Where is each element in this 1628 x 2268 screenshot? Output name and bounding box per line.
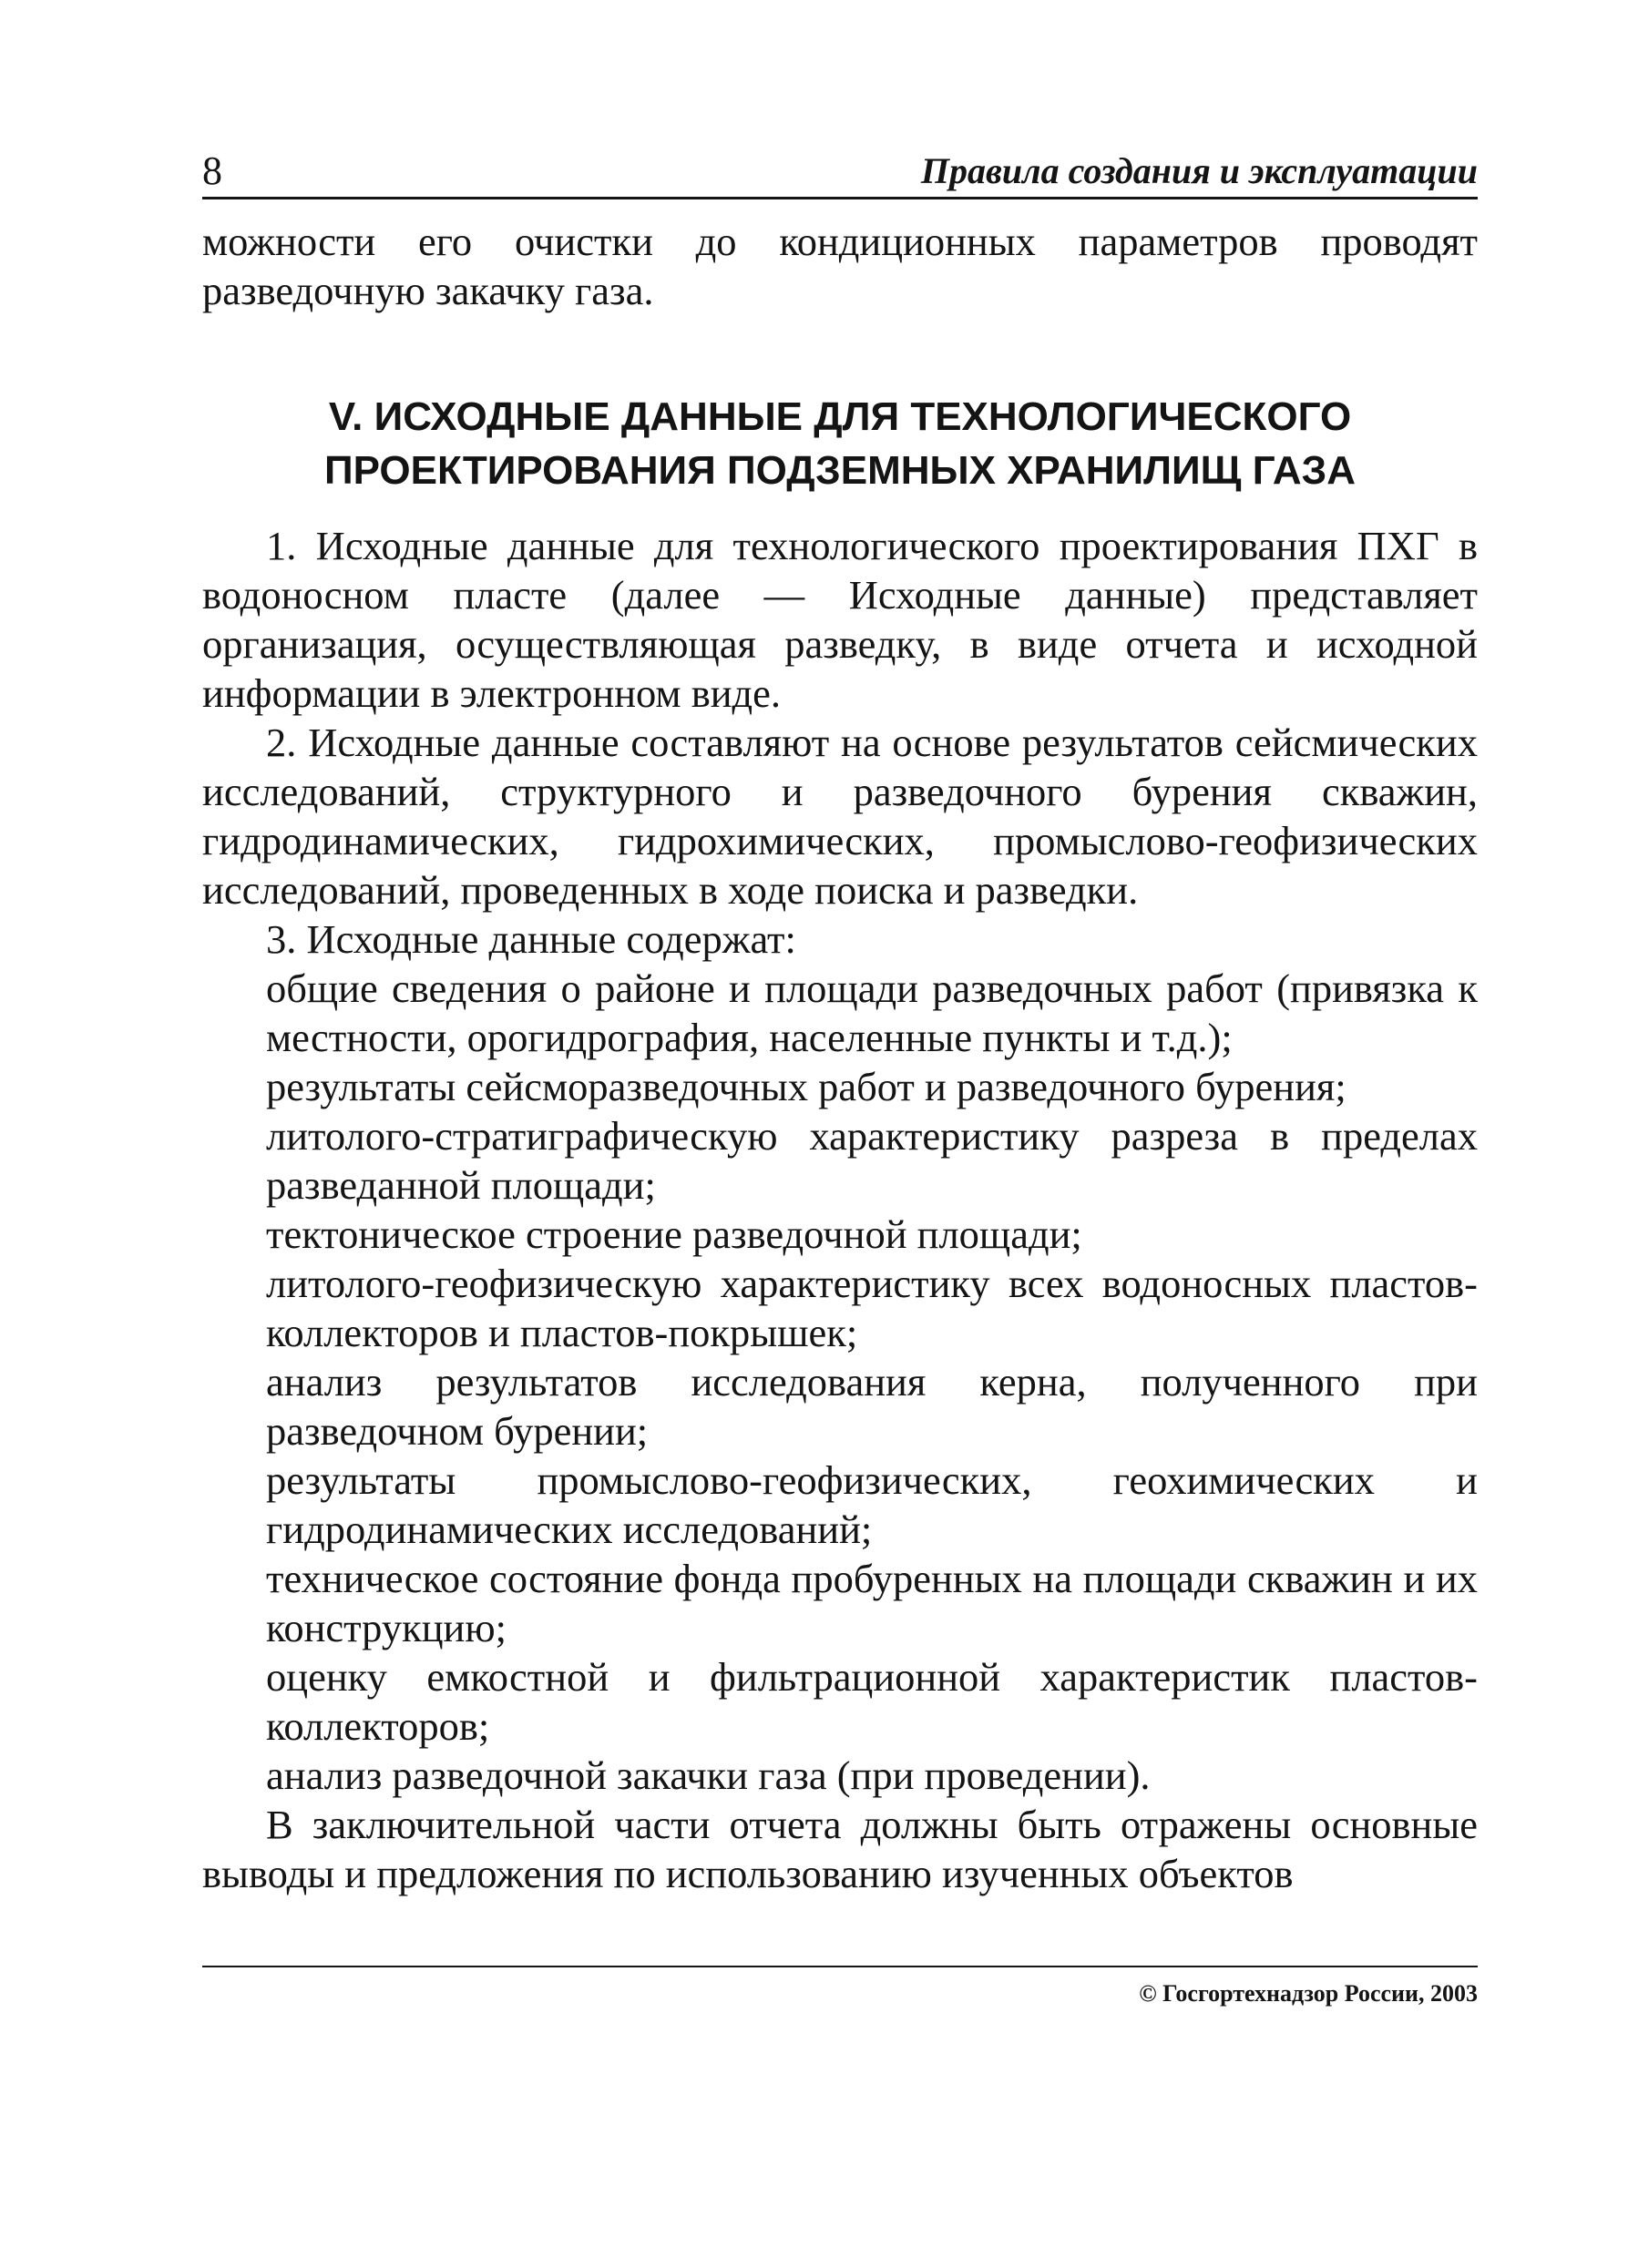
page-header [202,146,1478,197]
section-heading-line-2: ПРОЕКТИРОВАНИЯ ПОДЗЕМНЫХ ХРАНИЛИЩ ГАЗА [323,448,1356,493]
section-heading [202,390,1478,497]
list-item: оценку емкостной и фильтрационной характеристик пластов-коллекторов; [266,1654,1478,1749]
intro-paragraph: можности его очистки до кондиционных параметров проводят разведочную закачку газа. [202,219,1478,313]
list-item: литолого-геофизическую характеристику всех водоносных пластов-коллекторов и пластов-покрышек; [266,1261,1478,1355]
closing-paragraph: В заключительной части отчета должны быть отражены основные выводы и предложения по использованию изученных объектов [202,1802,1478,1896]
contents-list [202,964,1478,1800]
list-item: анализ разведочной закачки газа (при проведении). [266,1752,1151,1798]
section-heading-line-1: V. ИСХОДНЫЕ ДАННЫЕ ДЛЯ ТЕХНОЛОГИЧЕСКОГО [328,394,1352,439]
footer-rule [202,1966,1478,1967]
header-rule [202,197,1478,199]
running-title: Правила создания и эксплуатации [920,150,1478,191]
list-item: тектоническое строение разведочной площади; [266,1211,1082,1257]
paragraph-1: 1. Исходные данные для технологического проектирования ПХГ в водоносном пласте (далее — Исходные данные) представляет организация, осуществляющая разведку, в виде отчета и исходной информации в электронном виде. [202,523,1478,716]
list-item: литолого-стратиграфическую характеристику разреза в пределах разведанной площади; [266,1113,1478,1208]
list-item: анализ результатов исследования керна, полученного при разведочном бурении; [266,1359,1478,1454]
page-body [202,217,1478,1898]
copyright-notice: © Госгортехнадзор России, 2003 [1139,1980,1478,2007]
list-item: результаты сейсморазведочных работ и разведочного бурения; [266,1064,1346,1109]
list-item: результаты промыслово-геофизических, геохимических и гидродинамических исследований; [266,1457,1478,1552]
paragraph-2: 2. Исходные данные составляют на основе результатов сейсмических исследований, структурного и разведочного бурения скважин, гидродинамических, гидрохимических, промыслово-геофизических исследований, проведенных в ходе поиска и разведки. [202,720,1478,913]
list-item: общие сведения о районе и площади разведочных работ (привязка к местности, орогидрография, населенные пункты и т.д.); [266,965,1478,1060]
page-number: 8 [202,148,222,193]
list-item: техническое состояние фонда пробуренных на площади скважин и их конструкцию; [266,1556,1478,1650]
paragraph-3: 3. Исходные данные содержат: [266,916,796,962]
